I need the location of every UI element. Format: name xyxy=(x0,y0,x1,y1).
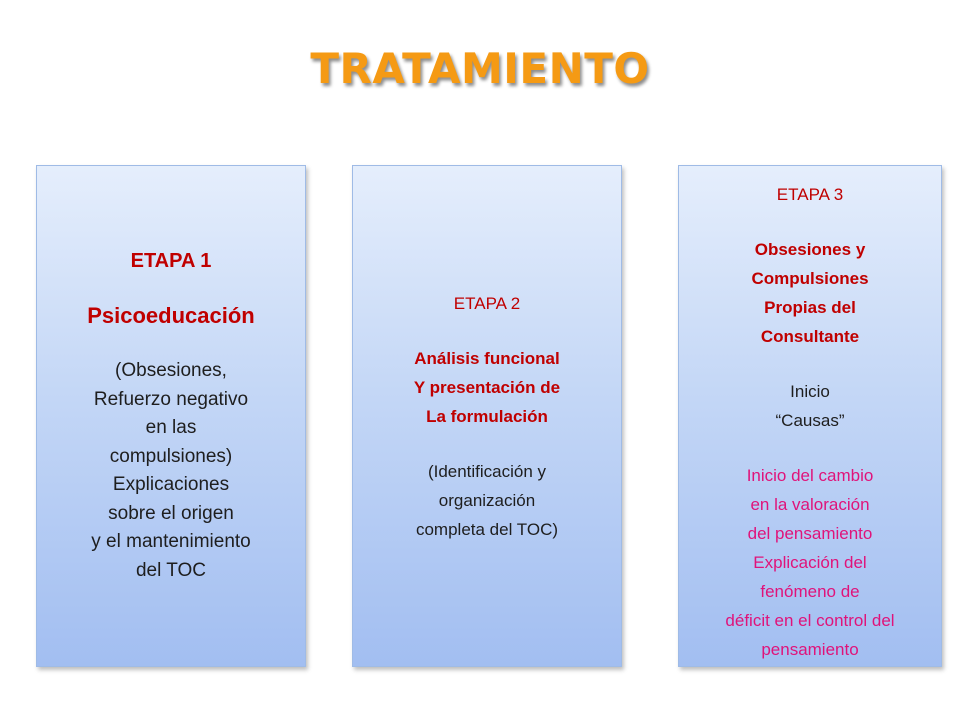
stage-3-heading-line: Propias del xyxy=(764,298,856,317)
stage-1-body-line: Explicaciones xyxy=(112,474,230,495)
stage-3-highlight-line: déficit en el control del xyxy=(725,611,895,630)
stage-1-body-line: del TOC xyxy=(135,559,207,581)
stage-3-highlight-line: Explicación del xyxy=(753,553,867,572)
stage-2-label: ETAPA 2 xyxy=(453,293,521,313)
stage-3-label: ETAPA 3 xyxy=(776,185,844,204)
stage-1-body-line: Refuerzo negativo xyxy=(93,388,249,410)
stage-2-body-line: (Identificación y xyxy=(427,461,547,481)
stage-1-body-line: (Obsesiones, xyxy=(115,360,227,381)
stage-2-body-line: completa del TOC) xyxy=(415,519,559,539)
stage-1-body-line: en las xyxy=(145,417,197,438)
stage-3-highlight-line: pensamiento xyxy=(761,640,859,659)
stage-2-body-line: organización xyxy=(438,490,536,510)
stage-2-heading-line: La formulación xyxy=(426,406,548,426)
stage-2-box xyxy=(352,165,622,667)
stage-3-box xyxy=(678,165,942,667)
stage-1-body-line: compulsiones) xyxy=(109,445,233,467)
stage-3-heading-line: Compulsiones xyxy=(751,269,869,288)
stage-2-heading-line: Y presentación de xyxy=(413,377,561,397)
stage-1-label: ETAPA 1 xyxy=(130,250,212,272)
stage-1-box xyxy=(36,165,306,667)
stage-1-body-line: y el mantenimiento xyxy=(91,531,251,552)
stage-3-highlight-line: del pensamiento xyxy=(747,524,873,543)
stage-1-heading: Psicoeducación xyxy=(87,303,255,328)
stage-3-highlight-line: fenómeno de xyxy=(760,582,860,601)
stage-1-body-line: sobre el origen xyxy=(108,502,234,524)
stage-3-body-line: Inicio xyxy=(790,382,830,401)
stage-3-heading-line: Consultante xyxy=(760,327,860,346)
stage-3-highlight-line: en la valoración xyxy=(750,495,870,514)
stage-3-heading-line: Obsesiones y xyxy=(754,240,866,259)
stage-3-highlight-line: Inicio del cambio xyxy=(746,466,874,485)
page-title: TRATAMIENTO xyxy=(310,44,650,93)
stage-3-body-line: “Causas” xyxy=(775,411,845,430)
stage-2-heading-line: Análisis funcional xyxy=(414,348,560,368)
